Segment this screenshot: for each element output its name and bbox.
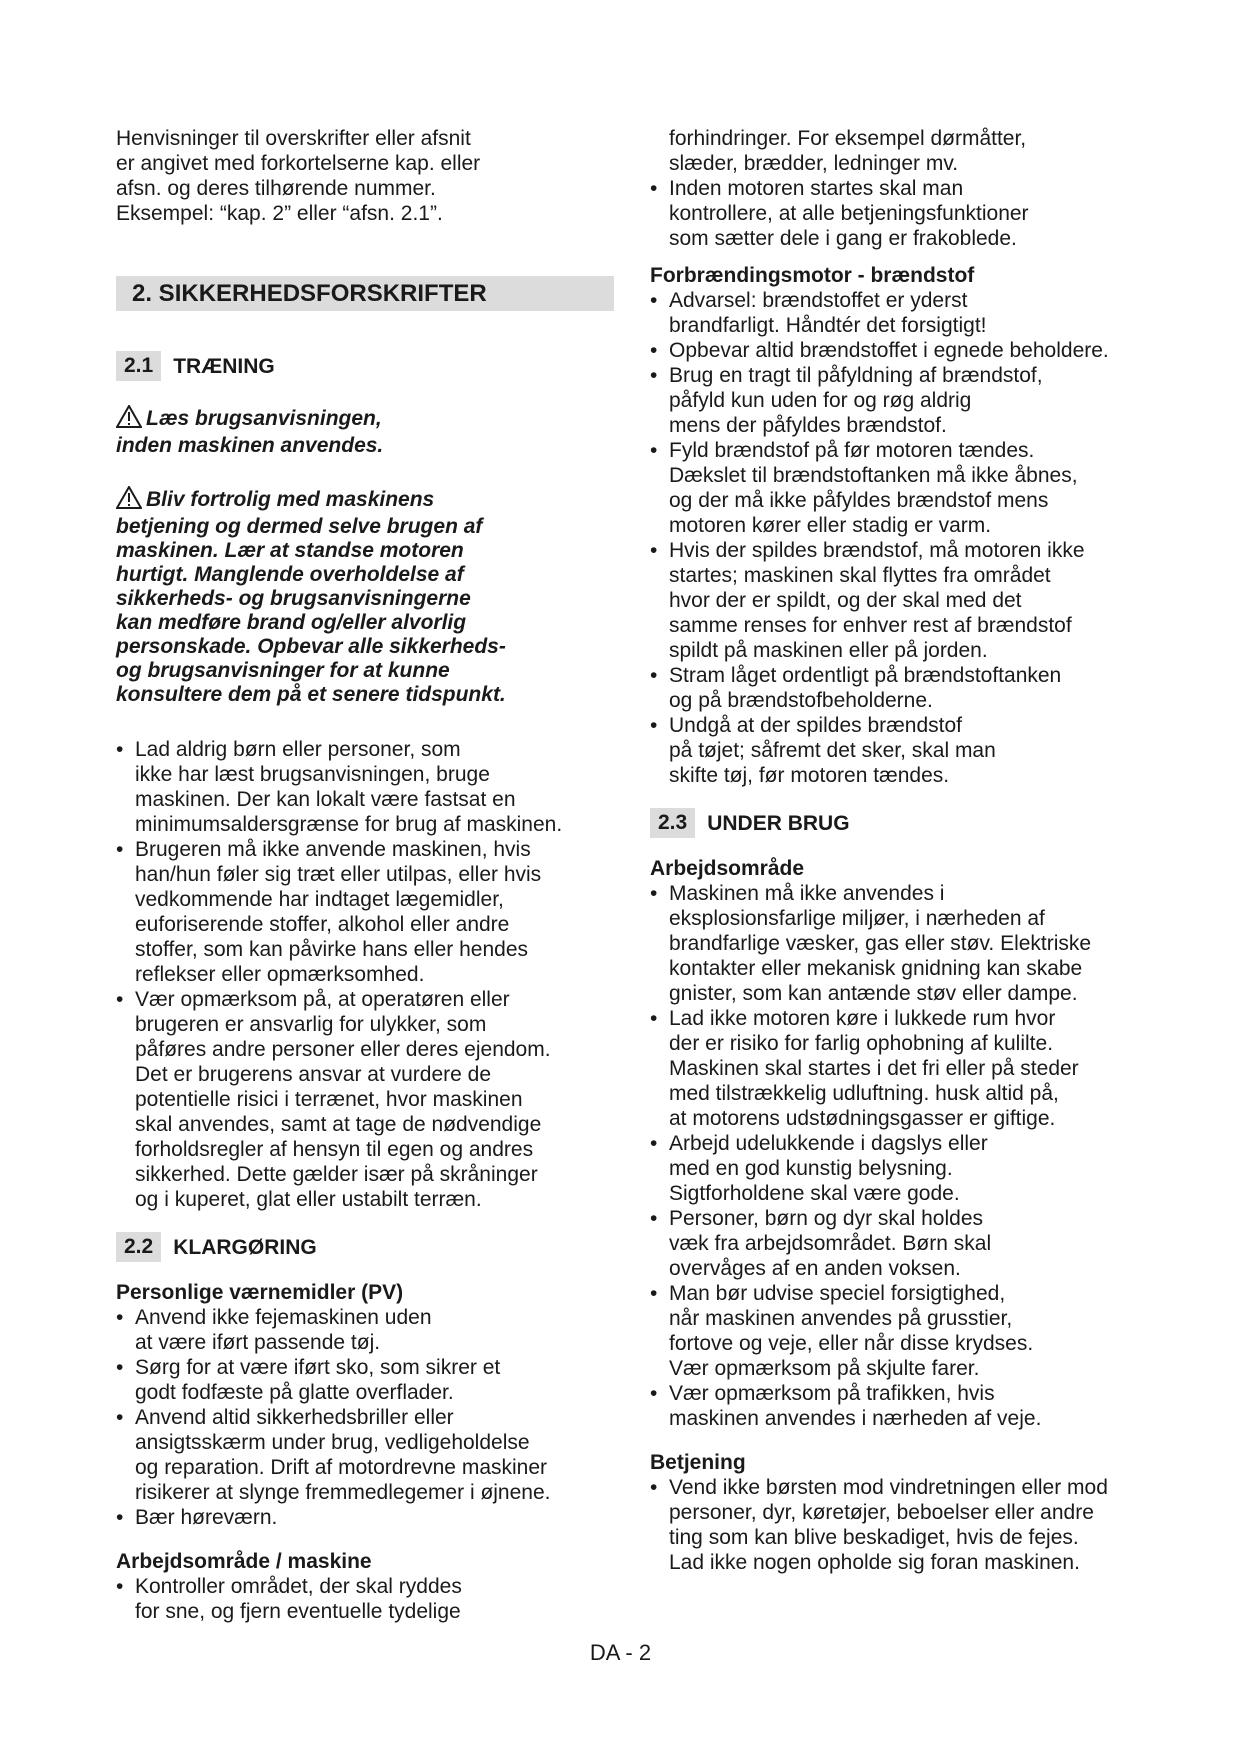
subsection-number: 2.2 [116,1232,161,1262]
pv-list [116,1305,616,1530]
subsection-title: KLARGØRING [173,1235,317,1259]
list-item: • Vær opmærksom på, at operatøren eller brugeren er ansvarlig for ulykker, som påføres andre personer eller deres ejendom. Det er brugerens ansvar at vurdere de potentielle risici i terrænet, hvor maskinen skal anvendes, samt at tage de nødvendige forholdsregler af hensyn til egen og andres sikkerhed. Dette gælder især på skråninger og i kuperet, glat eller ustabilt terræn. [116,987,616,1212]
list-item: • Lad aldrig børn eller personer, som ikke har læst brugsanvisningen, bruge maskinen. Der kan lokalt være fastsat en minimumsaldersgrænse for brug af maskinen. [116,737,616,837]
subsection-title: TRÆNING [173,354,275,378]
list-item: • Anvend ikke fejemaskinen uden at være iført passende tøj. [116,1305,616,1355]
list-item: • Brugeren må ikke anvende maskinen, hvis han/hun føler sig træt eller utilpas, eller hvis vedkommende har indtaget lægemidler, euforiserende stoffer, alkohol eller andre stoffer, som kan påvirke hans eller hendes reflekser eller opmærksomhed. [116,837,616,987]
list-item: • Brug en tragt til påfyldning af brændstof, påfyld kun uden for og røg aldrig mens der påfyldes brændstof. [650,363,1150,438]
list-item: • Hvis der spildes brændstof, må motoren ikke startes; maskinen skal flyttes fra området hvor der er spildt, og der skal med det samme renses for enhver rest af brændstof spildt på maskinen eller på jorden. [650,538,1150,663]
work-area-heading: Arbejdsområde [650,857,805,880]
subsection-2-2-heading [116,1232,616,1262]
operation-list [650,1475,1150,1575]
list-item: • Lad ikke motoren køre i lukkede rum hvor der er risiko for farlig ophobning af kulilte. Maskinen skal startes i det fri eller på steder med tilstrækkelig udluftning. husk altid på, at motorens udstødningsgasser er giftige. [650,1006,1150,1131]
section-title: 2. SIKKERHEDSFORSKRIFTER [132,280,487,307]
page-number: DA - 2 [589,1640,652,1665]
precheck-list [650,176,1150,251]
left-column [116,126,616,1624]
warning-text: Bliv fortrolig med maskinens betjening og dermed selve brugen af maskinen. Lær at standse motoren hurtigt. Manglende overholdelse af sikkerheds- og brugsanvisningerne kan medføre brand og/eller alvorlig personskade. Opbevar alle sikkerheds- og brugsanvisninger for at kunne konsultere dem på et senere tidspunkt. [116,488,506,706]
list-item: • Maskinen må ikke anvendes i eksplosionsfarlige miljøer, i nærheden af brandfarlige væsker, gas eller støv. Elektriske kontakter eller mekanisk gnidning kan skabe gnister, som kan antænde støv eller dampe. [650,881,1150,1006]
section-heading [116,276,614,311]
subsection-number: 2.3 [650,808,695,838]
work-area-list [650,881,1150,1431]
list-item: • Kontroller området, der skal ryddes for sne, og fjern eventuelle tydelige [116,1574,616,1624]
intro-paragraph: Henvisninger til overskrifter eller afsnit er angivet med forkortelserne kap. eller afsn. og deres tilhørende nummer. Eksempel: “kap. 2” eller “afsn. 2.1”. [116,127,481,225]
warning-text: Læs brugsanvisningen, inden maskinen anvendes. [116,407,384,457]
warning-triangle-icon [116,405,142,434]
list-item: • Man bør udvise speciel forsigtighed, når maskinen anvendes på grusstier, fortove og veje, eller når disse krydses. Vær opmærksom på skjulte farer. [650,1281,1150,1381]
subsection-title: UNDER BRUG [707,811,850,835]
list-item: • Inden motoren startes skal man kontrollere, at alle betjeningsfunktioner som sætter dele i gang er frakoblede. [650,176,1150,251]
subsection-number: 2.1 [116,351,161,381]
subsection-2-1-heading [116,351,616,381]
list-item: • Fyld brændstof på før motoren tændes. Dækslet til brændstoftanken må ikke åbnes, og der må ikke påfyldes brændstof mens motoren kører eller stadig er varm. [650,438,1150,538]
list-item: • Vend ikke børsten mod vindretningen eller mod personer, dyr, køretøjer, beboelser eller andre ting som kan blive beskadiget, hvis de fejes. Lad ikke nogen opholde sig foran maskinen. [650,1475,1150,1575]
list-item: • Anvend altid sikkerhedsbriller eller ansigtsskærm under brug, vedligeholdelse og reparation. Drift af motordrevne maskiner risikerer at slynge fremmedlegemer i øjnene. [116,1405,616,1505]
training-list [116,737,616,1212]
right-column [650,126,1150,1575]
list-item: • Personer, børn og dyr skal holdes væk fra arbejdsområdet. Børn skal overvåges af en anden voksen. [650,1206,1150,1281]
fuel-list [650,288,1150,788]
fuel-heading: Forbrændingsmotor - brændstof [650,264,975,287]
list-item: • Vær opmærksom på trafikken, hvis maskinen anvendes i nærheden af veje. [650,1381,1150,1431]
list-item: • Arbejd udelukkende i dagslys eller med en god kunstig belysning. Sigtforholdene skal være gode. [650,1131,1150,1206]
warning-triangle-icon [116,486,142,515]
subsection-2-3-heading [650,808,1150,838]
list-item: • Stram låget ordentligt på brændstoftanken og på brændstofbeholderne. [650,663,1150,713]
list-item: • Bær høreværn. [116,1505,616,1530]
warning-familiarize [116,486,616,707]
list-item: • Undgå at der spildes brændstof på tøjet; såfremt det sker, skal man skifte tøj, før motoren tændes. [650,713,1150,788]
pv-heading: Personlige værnemidler (PV) [116,1281,404,1304]
list-item: • Sørg for at være iført sko, som sikrer et godt fodfæste på glatte overflader. [116,1355,616,1405]
area-machine-heading: Arbejdsområde / maskine [116,1550,372,1573]
operation-heading: Betjening [650,1451,746,1474]
warning-read-manual [116,405,616,458]
list-item: • Advarsel: brændstoffet er yderst brandfarligt. Håndtér det forsigtigt! [650,288,1150,338]
continued-text: forhindringer. For eksempel dørmåtter, slæder, brædder, ledninger mv. [669,127,1027,175]
area-machine-list [116,1574,616,1624]
list-item: • Opbevar altid brændstoffet i egnede beholdere. [650,338,1150,363]
